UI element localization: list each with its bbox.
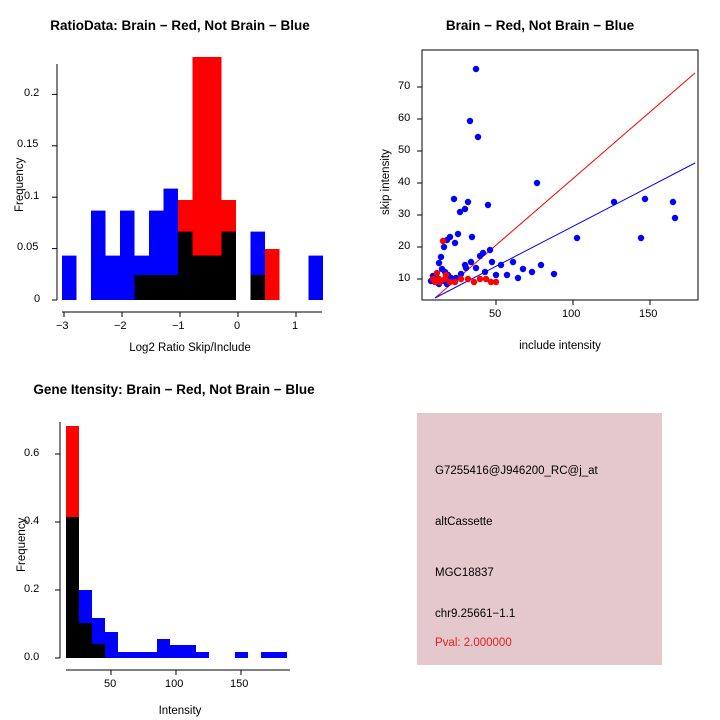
- scatter-ytick-30: 30: [398, 208, 411, 220]
- hist-intensity-xtick-100: 100: [165, 678, 184, 690]
- info-locus: chr9.25661−1.1: [435, 608, 516, 620]
- panel-info: [417, 413, 662, 665]
- hist-intensity-bars: [66, 426, 287, 658]
- hist-ratio-xtick-m2: −2: [114, 320, 127, 332]
- hist-intensity-ytick-02: 0.2: [24, 583, 40, 595]
- hist-intensity-xtick-50: 50: [104, 678, 117, 690]
- hist-ratio-title: RatioData: Brain − Red, Not Brain − Blue: [50, 18, 310, 33]
- hist-ratio-xtick-m3: −3: [56, 320, 69, 332]
- hist-ratio-ytick-01: 0.1: [24, 190, 40, 202]
- hist-intensity-plot: [0, 360, 360, 720]
- hist-ratio-xtick-1: 1: [292, 320, 299, 332]
- scatter-title: Brain − Red, Not Brain − Blue: [445, 18, 635, 33]
- hist-ratio-bars: [62, 57, 323, 300]
- hist-ratio-xlabel: Log2 Ratio Skip/Include: [129, 342, 251, 354]
- hist-intensity-title: Gene Itensity: Brain − Red, Not Brain − Blue: [33, 382, 315, 397]
- scatter-plot: [360, 0, 720, 360]
- hist-intensity-xtick-150: 150: [230, 678, 249, 690]
- scatter-xtick-100: 100: [562, 308, 581, 320]
- hist-ratio-ylabel: Frequency: [14, 157, 26, 212]
- hist-intensity-ylabel: Frequency: [16, 517, 28, 572]
- scatter-ytick-20: 20: [398, 240, 411, 252]
- panel-scatter: [360, 0, 720, 360]
- hist-ratio-xtick-0: 0: [234, 320, 241, 332]
- scatter-points-not-brain: [428, 66, 678, 287]
- hist-intensity-ytick-00: 0.0: [24, 651, 40, 663]
- panel-hist-intensity: [0, 360, 360, 720]
- info-event-type: altCassette: [435, 516, 493, 528]
- scatter-ytick-70: 70: [398, 80, 411, 92]
- scatter-xlabel: include intensity: [519, 340, 601, 352]
- hist-intensity-ytick-04: 0.4: [24, 515, 40, 527]
- scatter-ylabel: skip intensity: [380, 149, 392, 215]
- hist-ratio-ytick-005: 0.05: [17, 241, 39, 253]
- scatter-ytick-60: 60: [398, 112, 411, 124]
- scatter-xtick-150: 150: [639, 308, 658, 320]
- panel-hist-ratio: [0, 0, 360, 360]
- hist-intensity-xlabel: Intensity: [158, 705, 202, 717]
- scatter-ytick-10: 10: [398, 272, 411, 284]
- info-probe: G7255416@J946200_RC@j_at: [435, 465, 598, 477]
- info-gene: MGC18837: [435, 567, 494, 579]
- hist-ratio-ytick-02: 0.2: [24, 87, 40, 99]
- scatter-ytick-40: 40: [398, 176, 411, 188]
- scatter-xtick-50: 50: [489, 308, 502, 320]
- scatter-blue-line: [435, 163, 695, 298]
- hist-ratio-ytick-0: 0: [34, 293, 41, 305]
- hist-ratio-xtick-m1: −1: [172, 320, 185, 332]
- info-pval: Pval: 2.000000: [435, 637, 512, 649]
- hist-ratio-plot: [0, 0, 360, 360]
- hist-intensity-ytick-06: 0.6: [24, 447, 40, 459]
- hist-ratio-ytick-015: 0.15: [17, 138, 39, 150]
- scatter-red-line: [435, 73, 695, 298]
- scatter-ytick-50: 50: [398, 144, 411, 156]
